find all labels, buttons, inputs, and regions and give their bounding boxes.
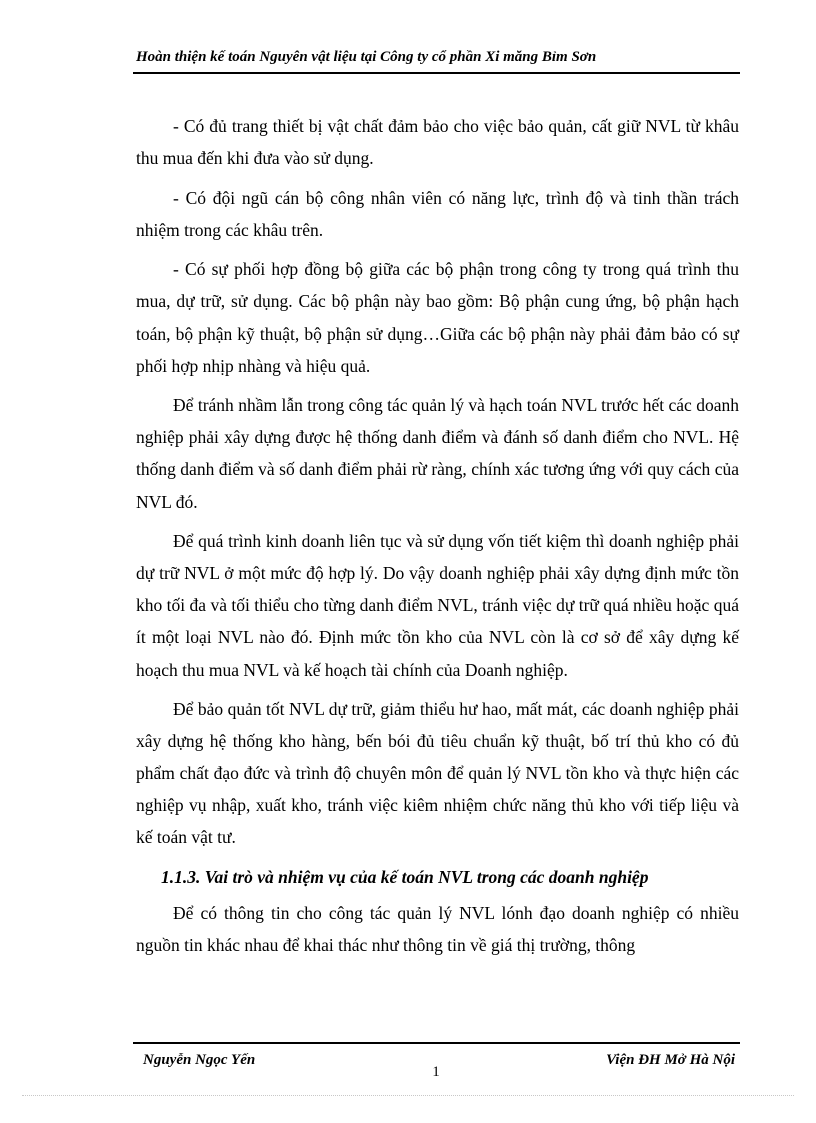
document-body — [136, 110, 739, 969]
page-number: 1 — [432, 1064, 440, 1080]
paragraph: Để có thông tin cho công tác quản lý NVL lónh đạo doanh nghiệp có nhiều nguồn tin khác nhau để khai thác như thông tin về giá thị trường, thông — [136, 903, 739, 956]
paragraph: - Có đủ trang thiết bị vật chất đảm bảo cho việc bảo quản, cất giữ NVL từ khâu thu mua đến khi đưa vào sử dụng. — [136, 116, 739, 169]
footer-institution: Viện ĐH Mở Hà Nội — [606, 1052, 735, 1068]
footer-divider — [133, 1042, 740, 1044]
page-boundary-line — [22, 1095, 794, 1096]
paragraph: - Có đội ngũ cán bộ công nhân viên có năng lực, trình độ và tinh thần trách nhiệm trong các khâu trên. — [136, 187, 739, 240]
header-title: Hoàn thiện kế toán Nguyên vật liệu tại Công ty cổ phần Xi măng Bỉm Sơn — [136, 49, 597, 65]
paragraph: - Có sự phối hợp đồng bộ giữa các bộ phận trong công ty trong quá trình thu mua, dự trữ, sử dụng. Các bộ phận này bao gồm: Bộ phận cung ứng, bộ phận hạch toán, bộ phận kỹ thuật, bộ phận sử dụng…Giữa các bộ phận này phải đảm bảo có sự phối hợp nhịp nhàng và hiệu quả. — [136, 259, 739, 376]
footer-author: Nguyễn Ngọc Yến — [143, 1052, 256, 1068]
paragraph: Để bảo quản tốt NVL dự trữ, giảm thiểu hư hao, mất mát, các doanh nghiệp phải xây dựng hệ thống kho hàng, bến bói đủ tiêu chuẩn kỹ thuật, bố trí thủ kho có đủ phẩm chất đạo đức và trình độ chuyên môn để quản lý NVL tồn kho và thực hiện các nghiệp vụ nhập, xuất kho, tránh việc kiêm nhiệm chức năng thủ kho với tiếp liệu và kế toán vật tư. — [136, 699, 739, 848]
page-header — [133, 46, 740, 74]
paragraph: Để tránh nhầm lẫn trong công tác quản lý và hạch toán NVL trước hết các doanh nghiệp phải xây dựng được hệ thống danh điểm và đánh số danh điểm cho NVL. Hệ thống danh điểm và số danh điểm phải rừ ràng, chính xác tương ứng với quy cách của NVL đó. — [136, 395, 739, 512]
paragraph: Để quá trình kinh doanh liên tục và sử dụng vốn tiết kiệm thì doanh nghiệp phải dự trữ NVL ở một mức độ hợp lý. Do vậy doanh nghiệp phải xây dựng định mức tồn kho tối đa và tối thiểu cho từng danh điểm NVL, tránh việc dự trữ quá nhiều hoặc quá ít một loại NVL nào đó. Định mức tồn kho của NVL còn là cơ sở để xây dựng kế hoạch thu mua NVL và kế hoạch tài chính của Doanh nghiệp. — [136, 531, 739, 680]
section-heading: 1.1.3. Vai trò và nhiệm vụ của kế toán NVL trong các doanh nghiệp — [161, 867, 649, 888]
